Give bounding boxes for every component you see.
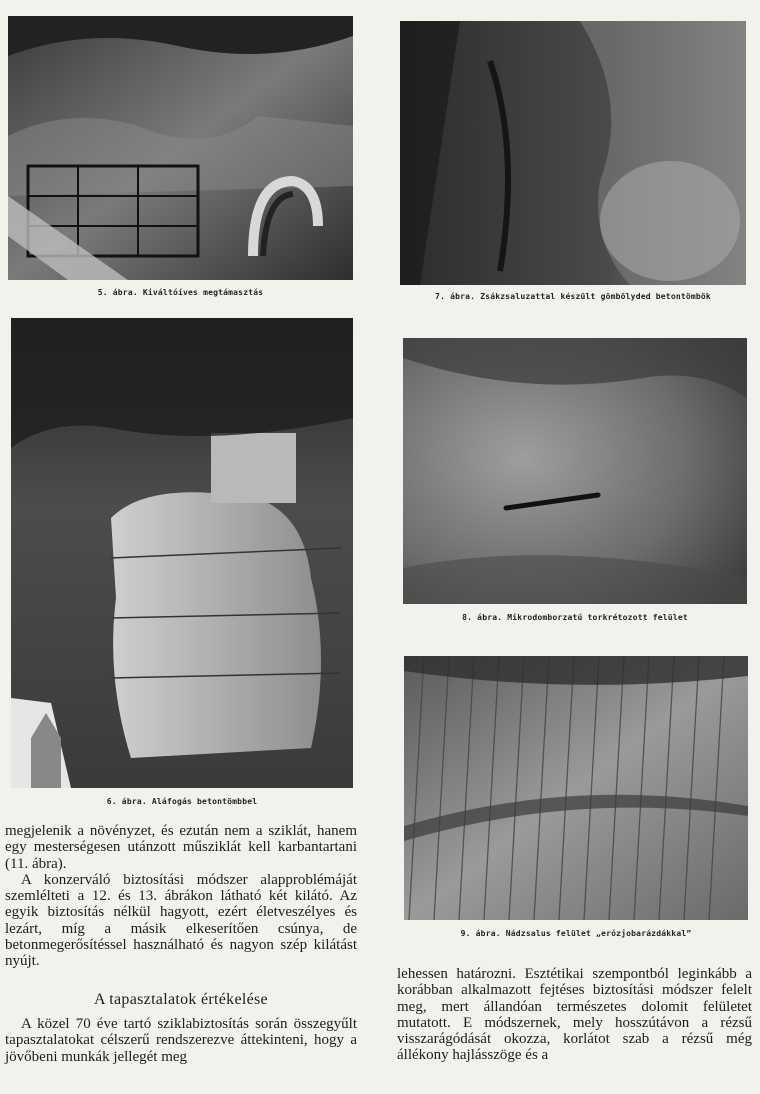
figure-8-photo [403,338,747,604]
figure-5-photo [8,16,353,280]
figure-6-photo [11,318,353,788]
left-column-text [5,823,357,970]
left-column-text-2 [5,1016,357,1065]
figure-9-caption: 9. ábra. Nádzsalus felület „erózjobarázdákkal” [460,929,692,938]
left-paragraph-3: A közel 70 éve tartó sziklabiztosítás során összegyűlt tapasztalatokat célszerű rendszerezve áttekinteni, hogy a jövőbeni munkák jellegét meg [5,1016,357,1065]
figure-9-photo [404,656,748,920]
figure-7-photo [400,21,746,285]
figure-5-caption: 5. ábra. Kiváltóíves megtámasztás [97,288,264,297]
right-column-text [397,966,752,1064]
left-paragraph-1: megjelenik a növényzet, és ezután nem a sziklát, hanem egy mesterségesen utánzott műsziklát kell karbantartani (11. ábra). [5,823,357,872]
figure-8-caption: 8. ábra. Mikrodomborzatú torkrétozott felület [462,613,688,622]
left-paragraph-2: A konzerváló biztosítási módszer alapproblémáját szemlélteti a 12. és 13. ábrákon látható két kilátó. Az egyik biztosítás nélkül hagyott, ezért életveszélyes és lezárt, míg a másik elkeserítően csúnya, de betonmegerősítéssel használható és nagyon szép kilátást nyújt. [5,871,357,970]
section-heading: A tapasztalatok értékelése [94,991,268,1008]
figure-6-caption: 6. ábra. Aláfogás betontömbbel [106,797,258,806]
figure-7-caption: 7. ábra. Zsákzsaluzattal készült gömbölyded betontömbök [435,292,711,301]
right-paragraph-1: lehessen határozni. Esztétikai szempontból leginkább a korábban alkalmazott fejtéses biztosítási módszer felelt meg, mert állandóan természetes dolomit felületet mutatott. E módszernek, mely hosszútávon a rézsű visszarágódását okozza, korlátot szab a rézsű még állékony hajlásszöge és a [397,966,752,1064]
